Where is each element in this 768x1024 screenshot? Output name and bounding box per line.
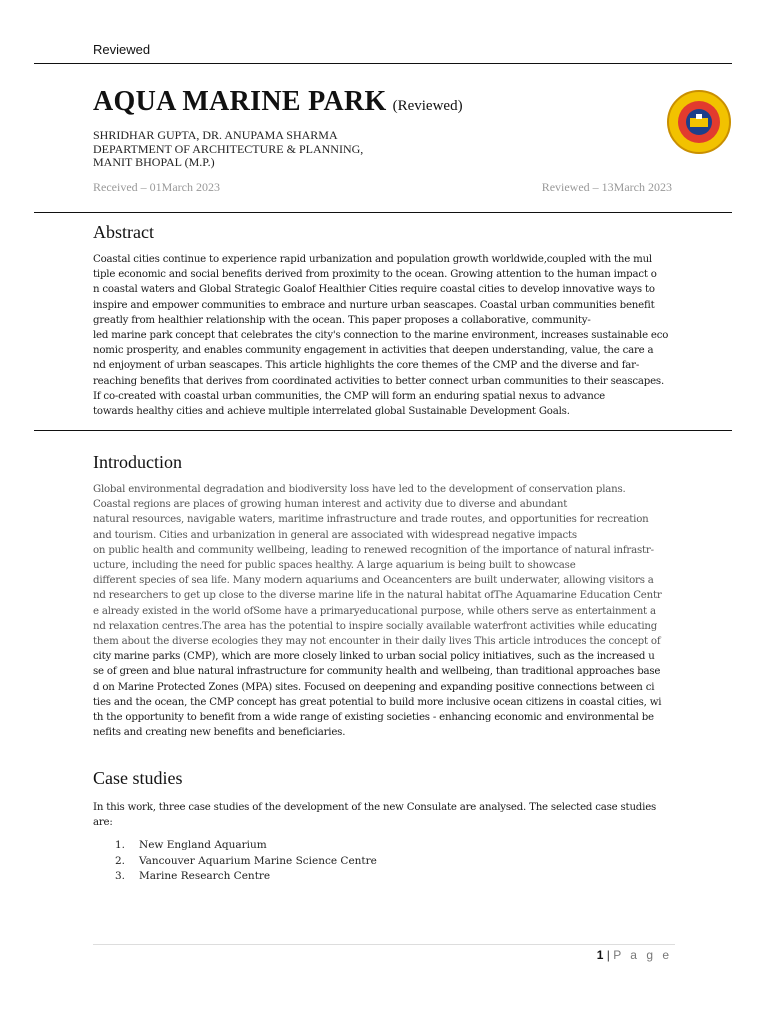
text-line: Global environmental degradation and biodiversity loss have led to the development of conservation plans.	[93, 484, 626, 495]
title-main: AQUA MARINE PARK	[93, 86, 387, 117]
author-line: MANIT BHOPAL (M.P.)	[93, 155, 215, 169]
logo-emblem-top	[696, 114, 702, 119]
text-line: n coastal waters and Global Strategic Goalof Healthier Cities require coastal cities to develop innovative ways to	[93, 284, 655, 296]
text-line: If co-created with coastal urban communities, the CMP will form an enduring spatial nexus to advance	[93, 390, 605, 402]
abstract-rule	[34, 430, 732, 431]
text-line: on public health and community wellbeing, leading to renewed recognition of the importance of natural infrastr-	[93, 544, 654, 556]
logo-emblem	[690, 118, 708, 127]
case-studies-list	[93, 838, 377, 885]
text-line: greatly from healthier relationship with the ocean. This paper proposes a collaborative, community-	[93, 314, 591, 326]
list-item	[93, 854, 377, 870]
list-number: 1.	[115, 839, 126, 851]
institute-logo-svg	[665, 88, 733, 156]
text-line: ties and the ocean, the CMP concept has great potential to build more inclusive ocean citizens in coastal cities, wi	[93, 696, 662, 708]
case-studies-heading: Case studies	[93, 768, 183, 788]
text-line: reaching benefits that derives from coordinated activities to better connect urban communities to their seascapes.	[93, 375, 664, 387]
running-header: Reviewed	[93, 42, 151, 57]
text-line: inspire and empower communities to embrace and nurture urban seascapes. Coastal urban communities benefit	[93, 299, 655, 311]
text-line: and tourism. Cities and urbanization in general are associated with widespread negative impacts	[93, 529, 577, 541]
institute-logo	[665, 88, 733, 156]
text-line: natural resources, navigable waters, maritime infrastructure and trade routes, and opportunities for recreation	[93, 514, 649, 526]
text-line: Coastal regions are places of growing human interest and activity due to diverse and abundant	[93, 499, 568, 511]
list-item	[93, 838, 377, 854]
list-item	[93, 869, 377, 885]
title-suffix: (Reviewed)	[392, 98, 463, 114]
text-line: In this work, three case studies of the development of the new Consulate are analysed. The selected case studies	[93, 802, 657, 813]
text-line: se of green and blue natural infrastructure for community health and wellbeing, than traditional approaches base	[93, 666, 661, 678]
author-line: DEPARTMENT OF ARCHITECTURE & PLANNING,	[93, 141, 364, 156]
list-label: Marine Research Centre	[139, 870, 271, 882]
page-label: P a g e	[613, 948, 672, 962]
received-date: Received – 01March 2023	[93, 180, 220, 194]
text-line: nefits and creating new benefits and beneficiaries.	[93, 727, 346, 739]
reviewed-date: Reviewed – 13March 2023	[541, 180, 672, 194]
text-line: city marine parks (CMP), which are more closely linked to urban social policy initiatives, such as the increased u	[93, 651, 655, 663]
author-line: SHRIDHAR GUPTA, DR. ANUPAMA SHARMA	[93, 128, 338, 142]
list-number: 3.	[115, 870, 126, 882]
introduction-text	[93, 482, 675, 740]
title-rule	[34, 212, 732, 213]
text-line: are:	[93, 817, 113, 829]
case-studies-text	[93, 800, 675, 830]
text-line: them about the diverse ecologies they may not encounter in their daily lives This article introduces the concept of	[93, 636, 661, 648]
author-block	[93, 129, 363, 170]
list-label: Vancouver Aquarium Marine Science Centre	[139, 854, 377, 867]
list-label: New England Aquarium	[139, 839, 267, 851]
text-line: th the opportunity to benefit from a wide range of existing societies - enhancing economic and environmental be	[93, 712, 654, 724]
text-line: led marine park concept that celebrates the city's connection to the marine environment, increases sustainable eco	[93, 330, 669, 342]
page-number: 1	[596, 948, 604, 962]
abstract-heading: Abstract	[93, 222, 154, 242]
text-line: tiple economic and social benefits derived from proximity to the ocean. Growing attention to the human impact o	[93, 269, 657, 281]
abstract-text	[93, 252, 675, 419]
footer-rule	[93, 944, 675, 945]
page-title	[93, 86, 463, 118]
introduction-heading: Introduction	[93, 452, 182, 472]
text-line: d on Marine Protected Zones (MPA) sites. Focused on deepening and expanding positive connections between ci	[93, 681, 655, 693]
footer-separator: |	[606, 948, 610, 962]
text-line: e already existed in the world ofSome have a primaryeducational purpose, while others serve as entertainment a	[93, 605, 656, 617]
text-line: nd relaxation centres.The area has the potential to inspire socially available waterfront activities while educating	[93, 620, 658, 632]
page-footer	[597, 948, 672, 962]
text-line: ucture, including the need for public spaces healthy. A large aquarium is being built to showcase	[93, 560, 576, 572]
text-line: towards healthy cities and achieve multiple interrelated global Sustainable Development Goals.	[93, 406, 570, 418]
header-rule	[34, 63, 732, 64]
list-number: 2.	[115, 854, 126, 867]
text-line: nd enjoyment of urban seascapes. This article highlights the core themes of the CMP and the diverse and far-	[93, 360, 640, 372]
text-line: Coastal cities continue to experience rapid urbanization and population growth worldwide,coupled with the mul	[93, 254, 652, 265]
text-line: different species of sea life. Many modern aquariums and Oceancenters are built underwater, allowing visitors a	[93, 575, 654, 587]
text-line: nd researchers to get up close to the diverse marine life in the natural habitat ofThe Aquamarine Education Centr	[93, 590, 662, 602]
text-line: nomic prosperity, and enables community engagement in activities that deepen understanding, value, the care a	[93, 345, 654, 357]
